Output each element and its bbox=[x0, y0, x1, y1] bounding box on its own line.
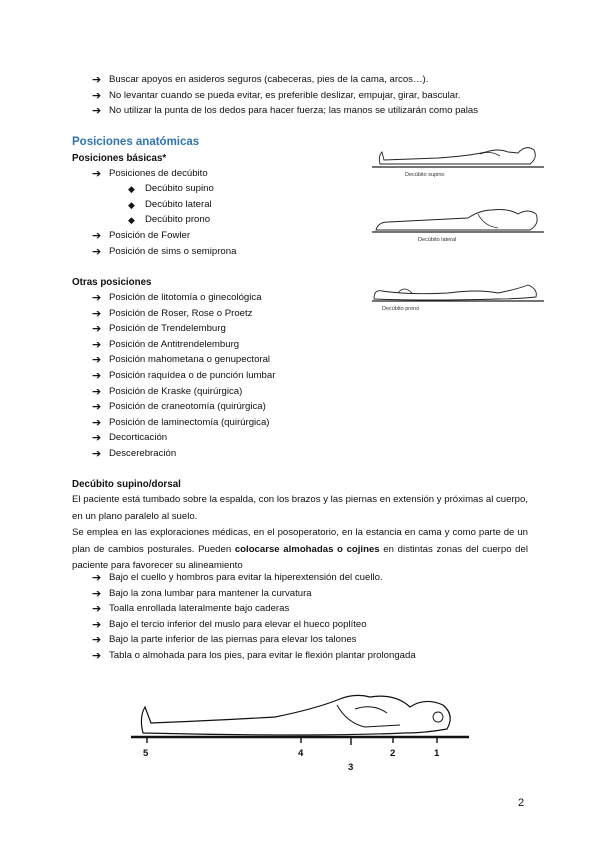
figure-number: 3 bbox=[348, 762, 354, 773]
list-item: Decúbito prono bbox=[145, 214, 211, 225]
list-item: Bajo el tercio inferior del muslo para elevar el hueco poplíteo bbox=[109, 618, 367, 630]
list-item: Posición de Kraske (quirúrgica) bbox=[109, 385, 243, 397]
subsection-title: Otras posiciones bbox=[72, 277, 152, 288]
arrow-icon: ➔ bbox=[92, 416, 102, 429]
figure-caption: Decúbito prono bbox=[382, 306, 420, 312]
arrow-icon: ➔ bbox=[92, 650, 102, 662]
arrow-icon: ➔ bbox=[92, 307, 102, 320]
arrow-icon: ➔ bbox=[92, 572, 102, 584]
arrow-icon: ➔ bbox=[92, 587, 102, 600]
list-item: Posición de sims o semiprona bbox=[109, 246, 237, 257]
arrow-icon: ➔ bbox=[92, 432, 102, 445]
list-item: Posición de Fowler bbox=[109, 230, 191, 241]
section-title: Posiciones anatómicas bbox=[72, 136, 200, 148]
list-item: Tabla o almohada para los pies, para evitar le flexión plantar prolongada bbox=[109, 650, 416, 661]
page-number: 2 bbox=[518, 797, 525, 809]
list-item: Posición de craneotomía (quirúrgica) bbox=[109, 401, 266, 413]
list-item: Decúbito supino bbox=[145, 183, 214, 194]
list-item: Posición de Roser, Rose o Proetz bbox=[109, 307, 253, 319]
arrow-icon: ➔ bbox=[92, 292, 102, 304]
arrow-icon: ➔ bbox=[92, 74, 102, 86]
subsection-title: Posiciones básicas* bbox=[72, 153, 167, 164]
paragraph-text: El paciente está tumbado sobre la espalda, con los brazos y las piernas en extensión y próximas al cuerpo, en un plano paralelo al suelo. bbox=[72, 494, 528, 522]
arrow-icon: ➔ bbox=[92, 168, 102, 180]
list-item: Decorticación bbox=[109, 432, 168, 444]
arrow-icon: ➔ bbox=[92, 90, 102, 102]
arrow-icon: ➔ bbox=[92, 448, 102, 460]
arrow-icon: ➔ bbox=[92, 338, 102, 351]
list-item: No utilizar la punta de los dedos para hacer fuerza; las manos se utilizarán como palas bbox=[109, 105, 479, 116]
list-item: Bajo el cuello y hombros para evitar la hiperextensión del cuello. bbox=[109, 572, 383, 583]
list-item: Descerebración bbox=[109, 448, 177, 459]
list-item: Posición mahometana o genupectoral bbox=[109, 354, 271, 366]
lateral-figure bbox=[368, 200, 548, 240]
arrow-icon: ➔ bbox=[92, 105, 102, 117]
arrow-icon: ➔ bbox=[92, 370, 102, 382]
paragraph bbox=[72, 492, 528, 575]
list-item: Bajo la zona lumbar para mantener la curvatura bbox=[109, 587, 312, 599]
arrow-icon: ➔ bbox=[92, 401, 102, 414]
paragraph-text-part: Se emplea en las exploraciones médicas, en el posoperatorio, en la estancia en cama y como parte de un plan de cambios posturales. Pueden bbox=[72, 527, 528, 555]
list-item: No levantar cuando se pueda evitar, es preferible deslizar, empujar, girar, bascular. bbox=[109, 90, 461, 101]
list-item: Bajo la parte inferior de las piernas para elevar los talones bbox=[109, 634, 357, 646]
list-item: Posición raquídea o de punción lumbar bbox=[109, 370, 276, 381]
arrow-icon: ➔ bbox=[92, 246, 102, 258]
figure-number: 2 bbox=[390, 748, 396, 759]
list-item: Posición de litotomía o ginecológica bbox=[109, 292, 262, 303]
arrow-icon: ➔ bbox=[92, 618, 102, 631]
list-item: Posición de Trendelemburg bbox=[109, 323, 226, 335]
list-item: Posiciones de decúbito bbox=[109, 168, 208, 179]
subsection-title: Decúbito supino/dorsal bbox=[72, 479, 181, 490]
arrow-icon: ➔ bbox=[92, 603, 102, 616]
arrow-icon: ➔ bbox=[92, 634, 102, 647]
diamond-bullet-icon: ◆ bbox=[128, 200, 135, 210]
figure-number: 1 bbox=[434, 748, 440, 759]
paragraph-text bbox=[72, 525, 528, 575]
figure-caption: Decúbito supino bbox=[405, 172, 445, 178]
figure-number: 4 bbox=[298, 748, 304, 759]
supine-figure bbox=[368, 138, 548, 178]
diamond-bullet-icon: ◆ bbox=[128, 215, 135, 225]
paragraph-bold-text: colocarse almohadas o cojines bbox=[234, 543, 380, 555]
list-item: Buscar apoyos en asideros seguros (cabeceras, pies de la cama, arcos…). bbox=[109, 74, 429, 85]
list-item: Posición de laminectomía (quirúrgica) bbox=[109, 416, 270, 428]
list-item: Posición de Antitrendelemburg bbox=[109, 338, 240, 350]
arrow-icon: ➔ bbox=[92, 323, 102, 336]
figure-caption: Decúbito lateral bbox=[418, 237, 457, 243]
list-item: Toalla enrollada lateralmente bajo caderas bbox=[109, 603, 290, 615]
arrow-icon: ➔ bbox=[92, 354, 102, 367]
figure-number: 5 bbox=[143, 748, 149, 759]
diamond-bullet-icon: ◆ bbox=[128, 184, 135, 194]
list-item: Decúbito lateral bbox=[145, 199, 212, 210]
arrow-icon: ➔ bbox=[92, 385, 102, 398]
paragraph-text-part: en distintas zonas del cuerpo del paciente para favorecer su alineamiento bbox=[72, 543, 528, 571]
arrow-icon: ➔ bbox=[92, 230, 102, 242]
